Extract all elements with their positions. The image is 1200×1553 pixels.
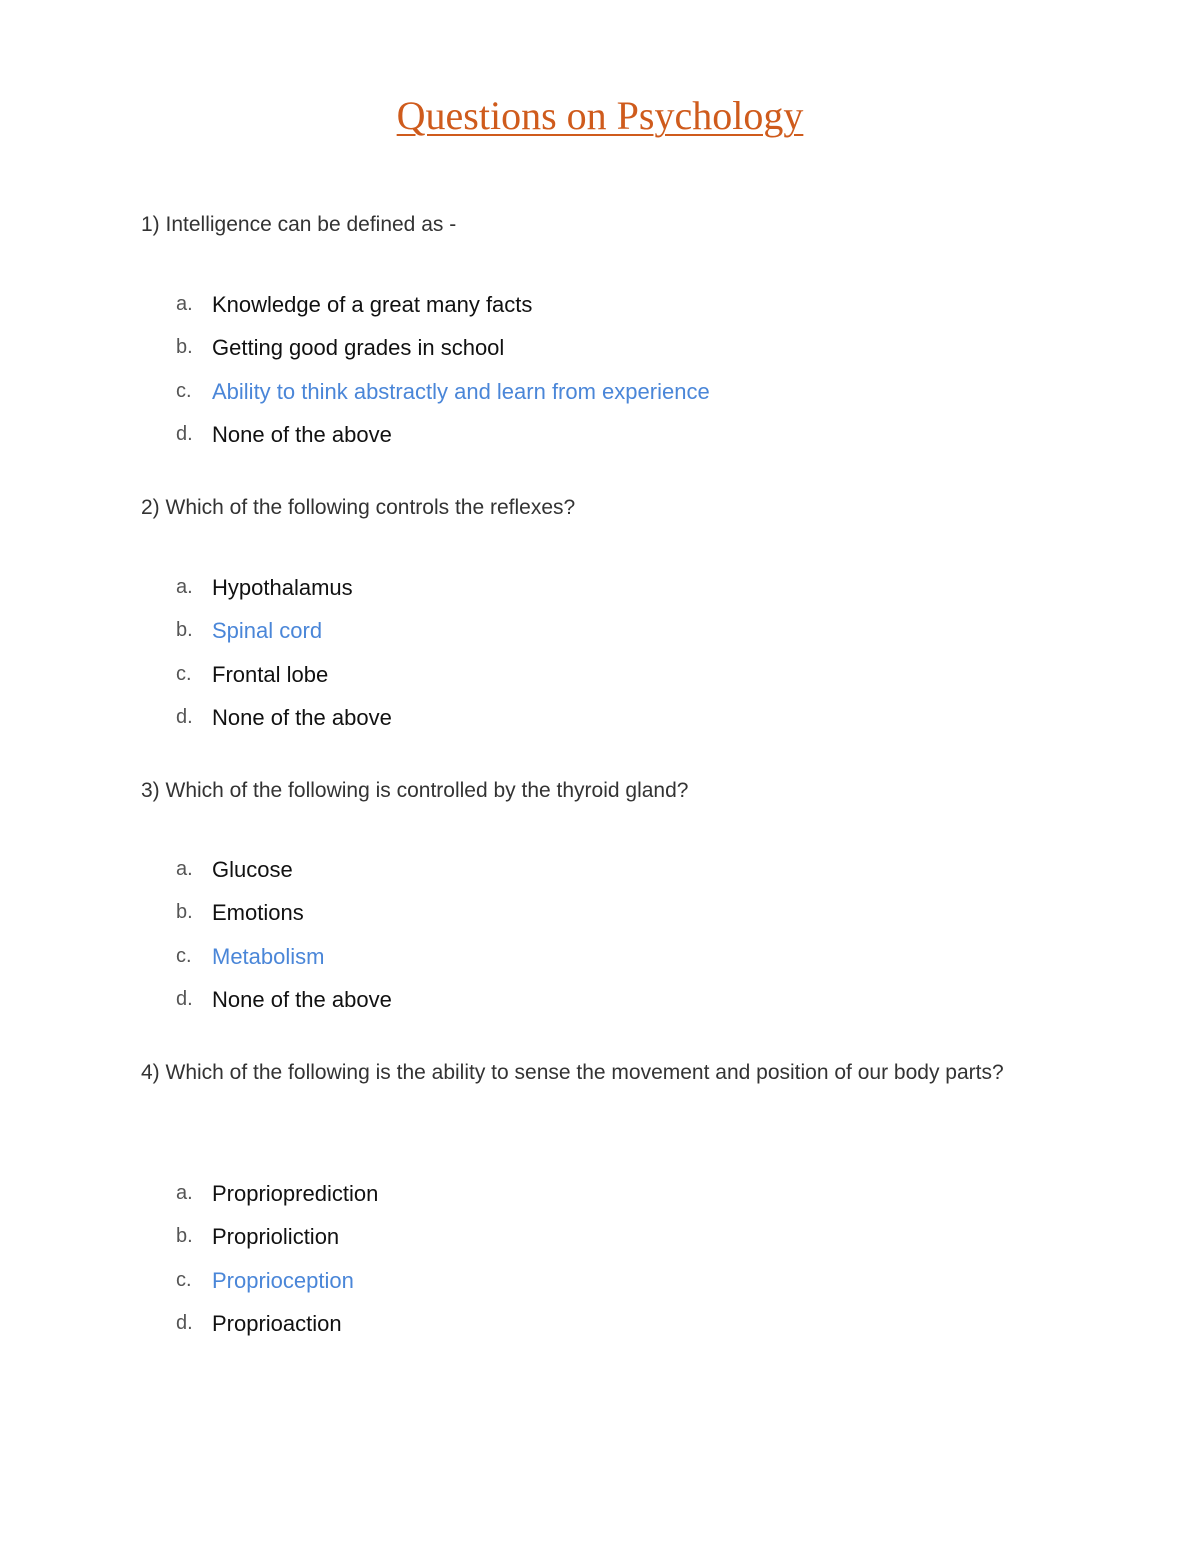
option-text: None of the above bbox=[212, 704, 392, 730]
option-4b bbox=[0, 1215, 1200, 1258]
option-letter: a. bbox=[176, 293, 193, 315]
option-text: Glucose bbox=[212, 857, 293, 882]
option-text: None of the above bbox=[212, 986, 392, 1012]
option-3c-correct bbox=[0, 935, 1200, 978]
question-1-options bbox=[0, 283, 1200, 456]
option-text: None of the above bbox=[212, 421, 392, 447]
option-letter: d. bbox=[176, 422, 193, 445]
page-title: Questions on Psychology bbox=[396, 93, 804, 138]
question-1: 1) Intelligence can be defined as - bbox=[141, 213, 457, 236]
option-2d bbox=[0, 696, 1200, 739]
option-4d bbox=[0, 1302, 1200, 1345]
option-text: Frontal lobe bbox=[212, 661, 329, 687]
option-letter: c. bbox=[176, 1268, 192, 1291]
option-letter: a. bbox=[176, 858, 193, 880]
option-letter: b. bbox=[176, 336, 193, 359]
question-4: 4) Which of the following is the ability to sense the movement and position of our body parts? bbox=[141, 1061, 1004, 1084]
option-text: Metabolism bbox=[212, 943, 325, 969]
option-text: Emotions bbox=[212, 900, 304, 926]
option-text: Proprioprediction bbox=[212, 1181, 379, 1206]
question-2: 2) Which of the following controls the reflexes? bbox=[141, 496, 576, 519]
option-letter: b. bbox=[176, 901, 193, 924]
option-4a bbox=[0, 1172, 1200, 1215]
option-text: Getting good grades in school bbox=[212, 335, 505, 361]
option-3b bbox=[0, 891, 1200, 934]
option-1c-correct bbox=[0, 370, 1200, 413]
option-letter: c. bbox=[176, 379, 192, 402]
option-1d bbox=[0, 413, 1200, 456]
option-letter: a. bbox=[176, 1182, 193, 1204]
option-letter: d. bbox=[176, 1311, 193, 1334]
option-text: Spinal cord bbox=[212, 618, 323, 644]
option-text: Hypothalamus bbox=[212, 575, 353, 600]
option-letter: c. bbox=[176, 944, 192, 967]
question-4-options bbox=[0, 1172, 1200, 1345]
option-letter: b. bbox=[176, 619, 193, 642]
option-text: Ability to think abstractly and learn from experience bbox=[212, 378, 710, 404]
option-text: Proprioliction bbox=[212, 1224, 340, 1250]
question-3-options bbox=[0, 848, 1200, 1021]
question-2-options bbox=[0, 566, 1200, 739]
option-letter: a. bbox=[176, 576, 193, 598]
option-1b bbox=[0, 326, 1200, 369]
option-3a bbox=[0, 848, 1200, 891]
option-2a bbox=[0, 566, 1200, 609]
option-letter: d. bbox=[176, 987, 193, 1010]
option-text: Proprioception bbox=[212, 1267, 354, 1293]
option-letter: b. bbox=[176, 1225, 193, 1248]
option-4c-correct bbox=[0, 1259, 1200, 1302]
option-text: Knowledge of a great many facts bbox=[212, 292, 533, 317]
option-letter: c. bbox=[176, 662, 192, 685]
question-3: 3) Which of the following is controlled by the thyroid gland? bbox=[141, 779, 689, 802]
option-2b-correct bbox=[0, 609, 1200, 652]
option-2c bbox=[0, 653, 1200, 696]
option-3d bbox=[0, 978, 1200, 1021]
option-1a bbox=[0, 283, 1200, 326]
option-text: Proprioaction bbox=[212, 1310, 342, 1336]
option-letter: d. bbox=[176, 705, 193, 728]
